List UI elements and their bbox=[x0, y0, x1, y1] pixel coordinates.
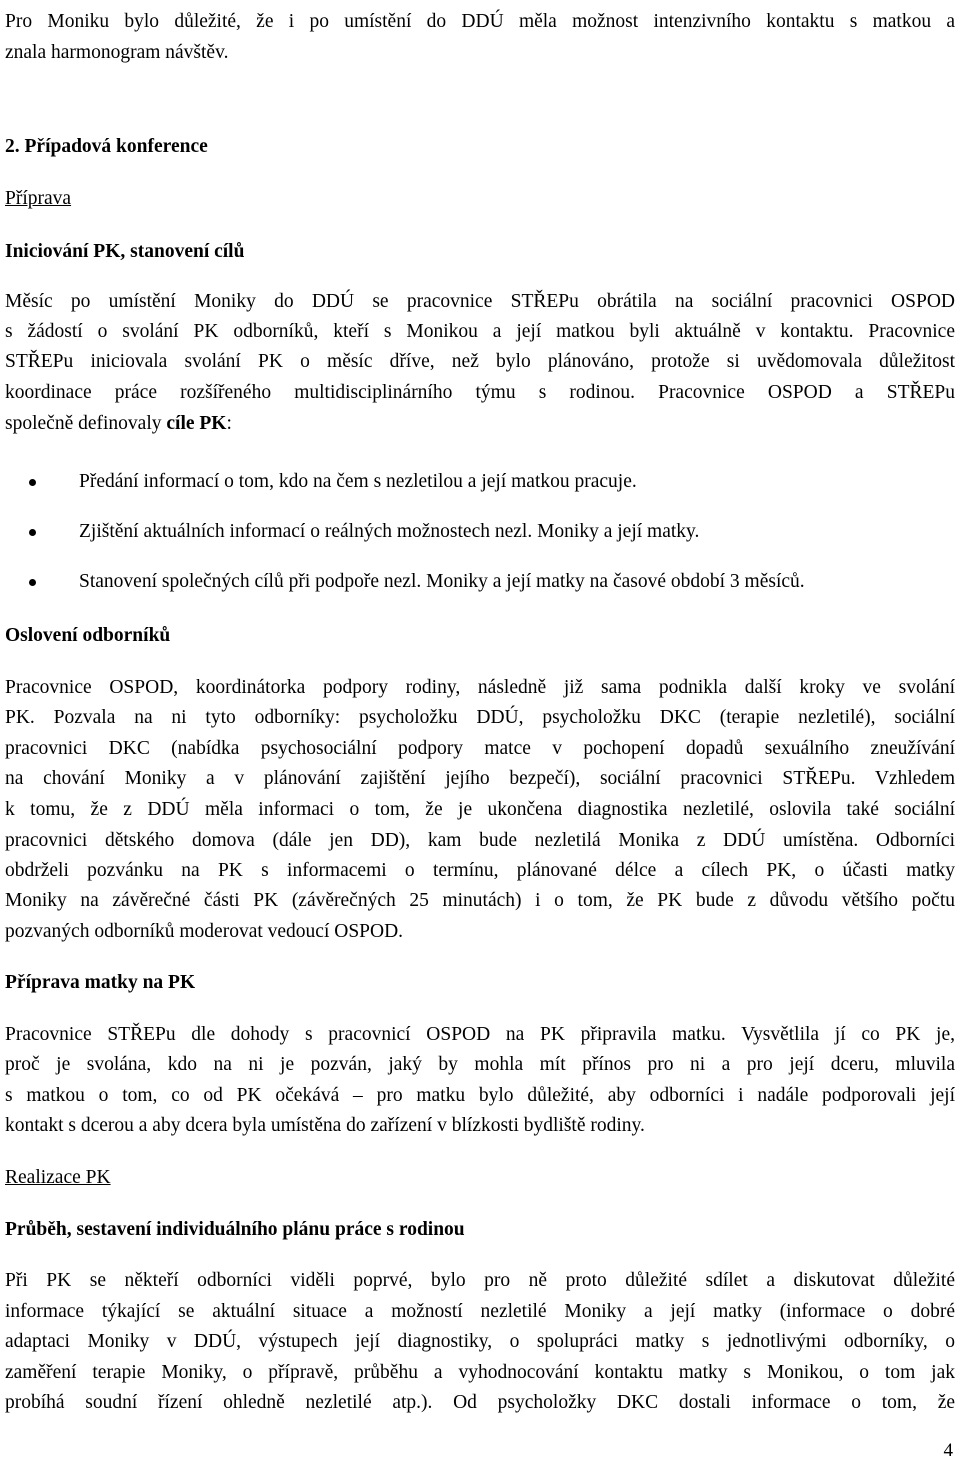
para1-line: Měsíc po umístění Moniky do DDÚ se pracovnice STŘEPu obrátila na sociální pracovnici OSPOD bbox=[5, 291, 955, 312]
para1-line: koordinace práce rozšířeného multidisciplinárního týmu s rodinou. Pracovnice OSPOD a STŘEPu bbox=[5, 382, 955, 403]
heading-priprava-matky: Příprava matky na PK bbox=[5, 972, 196, 993]
para4-line: Při PK se někteří odborníci viděli poprvé, bylo pro ně proto důležité sdílet a diskutovat důležité bbox=[5, 1270, 955, 1291]
para3-line: s matkou o tom, co od PK očekává – pro matku bylo důležité, aby odborníci i nadále podporovali její bbox=[5, 1085, 955, 1106]
para2-line: k tomu, že z DDÚ měla informaci o tom, že je ukončena diagnostika nezletilé, oslovila také sociální bbox=[5, 799, 955, 820]
heading-osloveni: Oslovení odborníků bbox=[5, 625, 171, 646]
para2-line: Pracovnice OSPOD, koordinátorka podpory rodiny, následně již sama podnikla další kroky ve svolání bbox=[5, 677, 955, 698]
page-number: 4 bbox=[943, 1440, 953, 1461]
para1-last-line bbox=[5, 412, 232, 436]
subheading-realizace: Realizace PK bbox=[5, 1167, 111, 1188]
para2-line: na chování Moniky a v plánování zajištění jejího bezpečí), sociální pracovnici STŘEPu. Vzhledem bbox=[5, 768, 955, 789]
goal-text: Stanovení společných cílů při podpoře nezl. Moniky a její matky na časové období 3 měsíců. bbox=[79, 571, 805, 592]
para4-line: probíhá soudní řízení ohledně nezletilé atp.). Od psycholožky DKC dostali informace o tom, že bbox=[5, 1392, 955, 1413]
para2-line: Moniky na závěrečné části PK (závěrečných 25 minutách) i o tom, že PK bude z důvodu většího počtu bbox=[5, 890, 955, 911]
para1-line: s žádostí o svolání PK odborníků, kteří s Monikou a její matkou byli aktuálně v kontaktu. Pracovnice bbox=[5, 321, 955, 342]
para1-line: STŘEPu iniciovala svolání PK o měsíc dříve, než bylo plánováno, protože si uvědomovala důležitost bbox=[5, 351, 955, 372]
para1-last-pre: společně definovaly bbox=[5, 413, 167, 434]
intro-line-2: znala harmonogram návštěv. bbox=[5, 42, 229, 63]
para3-line: Pracovnice STŘEPu dle dohody s pracovnicí OSPOD na PK připravila matku. Vysvětlila jí co PK je, bbox=[5, 1024, 955, 1045]
para2-line: PK. Pozvala na ni tyto odborníky: psycholožku DDÚ, psycholožku DKC (terapie nezletilé), sociální bbox=[5, 707, 955, 728]
para2-line: pracovnici dětského domova (dále jen DD), kam bude nezletilá Monika z DDÚ umístěna. Odborníci bbox=[5, 830, 955, 851]
heading-iniciovani: Iniciování PK, stanovení cílů bbox=[5, 241, 245, 262]
para4-line: informace týkající se aktuální situace a možností nezletilé Moniky a její matky (informace o dobré bbox=[5, 1301, 955, 1322]
para4-line: adaptaci Moniky v DDÚ, výstupech její diagnostiky, o spolupráci matky s jednotlivými odborníky, o bbox=[5, 1331, 955, 1352]
para2-line: pracovnici DKC (nabídka psychosociální podpory matce v pochopení dopadů sexuálního zneužívání bbox=[5, 738, 955, 759]
heading-prubeh: Průběh, sestavení individuálního plánu práce s rodinou bbox=[5, 1219, 465, 1240]
bullet-icon bbox=[29, 529, 36, 536]
para2-line: obdrželi pozvánku na PK s informacemi o termínu, plánované délce a cílech PK, o účasti matky bbox=[5, 860, 955, 881]
bullet-icon bbox=[29, 579, 36, 586]
bullet-icon bbox=[29, 479, 36, 486]
section-heading: 2. Případová konference bbox=[5, 136, 208, 157]
para3-line: proč je svolána, kdo na ni je pozván, jaký by mohla mít přínos pro ni a pro její dceru, mluvila bbox=[5, 1054, 955, 1075]
intro-line-1: Pro Moniku bylo důležité, že i po umístění do DDÚ měla možnost intenzivního kontaktu s matkou a bbox=[5, 11, 955, 32]
para4-line: zaměření terapie Moniky, o přípravě, průběhu a vyhodnocování kontaktu matky s Monikou, o tom jak bbox=[5, 1362, 955, 1383]
para1-last-post: : bbox=[226, 413, 232, 434]
goal-text: Předání informací o tom, kdo na čem s nezletilou a její matkou pracuje. bbox=[79, 471, 637, 492]
goals-label: cíle PK bbox=[166, 413, 227, 434]
subheading-priprava: Příprava bbox=[5, 188, 72, 209]
goal-text: Zjištění aktuálních informací o reálných možnostech nezl. Moniky a její matky. bbox=[79, 521, 700, 542]
para3-last-line: kontakt s dcerou a aby dcera byla umístěna do zařízení v blízkosti bydliště rodiny. bbox=[5, 1115, 645, 1136]
para2-last-line: pozvaných odborníků moderovat vedoucí OSPOD. bbox=[5, 921, 404, 942]
